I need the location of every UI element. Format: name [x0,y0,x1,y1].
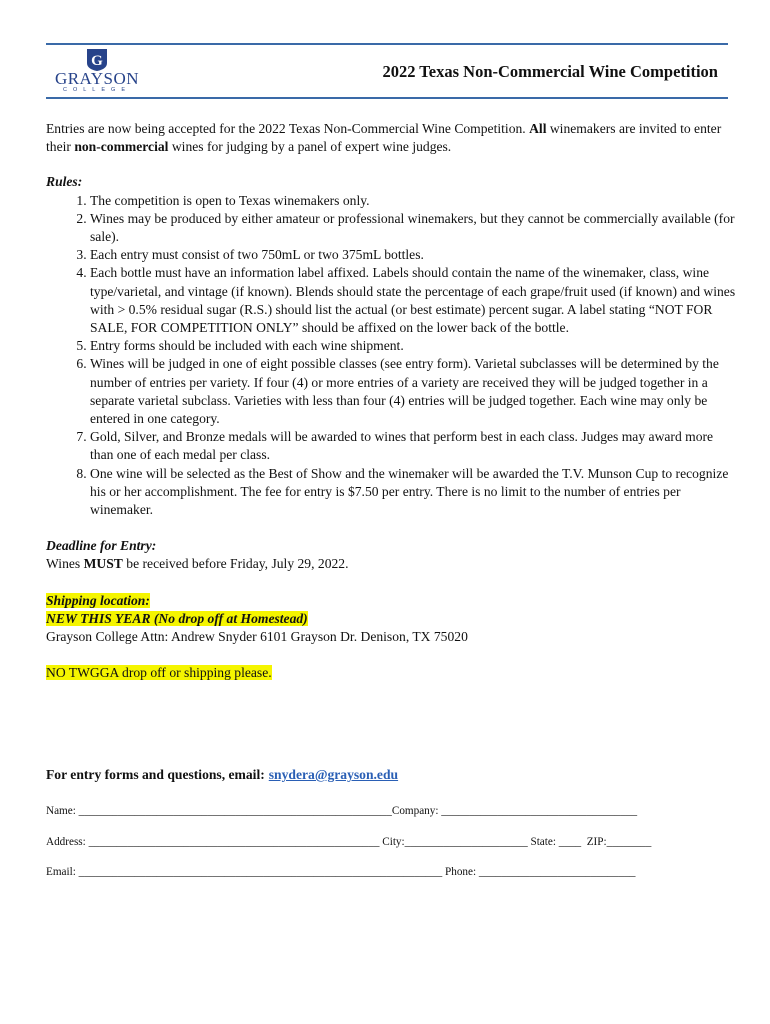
rule-item: 6. Wines will be judged in one of eight possible classes (see entry form). Varietal subclasses will be determined by the number of entries per variety. If four (4) or more entries of a variety are received they will be judged together in a separate varietal subclass. Varieties with less than four (4) entries will be judged together. Each wine may only be entered in one category. [90,355,736,428]
deadline-bold-must: MUST [83,556,123,572]
form-line-name-company: Name: ________________________________________________________Company: ___________________________________ [46,805,638,817]
deadline-text-2: be received before Friday, July 29, 2022. [122,556,349,572]
header-top-rule [46,43,728,45]
contact-email-link[interactable]: snydera@grayson.edu [268,767,399,782]
document-body [46,120,736,682]
rules-heading: Rules: [46,174,83,190]
logo-name: GRAYSON [54,69,140,88]
rule-item: 7. Gold, Silver, and Bronze medals will be awarded to wines that perform best in each class. Judges may award more than one of each medal per class. [90,428,736,464]
contact-line [46,767,398,783]
deadline-heading: Deadline for Entry: [46,538,157,554]
shipping-note-line [46,664,736,682]
form-line-address: Address: ____________________________________________________ City:______________________ State: ____ ZIP:________ [46,836,652,848]
grayson-college-logo [52,48,142,98]
contact-label: For entry forms and questions, email: [46,767,265,782]
rule-item: 4. Each bottle must have an information label affixed. Labels should contain the name of the winemaker, class, wine type/varietal, and vintage (if known). Blends should state the percentage of each grape/fruit used (if known) and wines with > 0.5% residual sugar (R.S.) should list the actual (or best estimate) percent sugar. A label stating “NOT FOR SALE, FOR COMPETITION ONLY” should be affixed on the lower back of the bottle. [90,264,736,337]
deadline-text [46,555,736,573]
rule-item: 3. Each entry must consist of two 750mL or two 375mL bottles. [90,246,736,264]
shipping-address: Grayson College Attn: Andrew Snyder 6101 Grayson Dr. Denison, TX 75020 [46,629,468,645]
page-title: 2022 Texas Non-Commercial Wine Competition [382,62,718,81]
form-line-email-phone: Email: _________________________________________________________________ Phone: ____________________________ [46,866,636,878]
intro-bold-all: All [529,121,547,136]
logo-subtitle: COLLEGE [63,87,131,93]
intro-text-1: Entries are now being accepted for the 2022 Texas Non-Commercial Wine Competition. [46,121,530,136]
rule-item: 1. The competition is open to Texas winemakers only. [90,192,736,210]
shipping-note: NO TWGGA drop off or shipping please. [46,665,272,681]
rules-list [46,192,736,520]
svg-text:G: G [91,53,103,69]
intro-text-2: winemakers are invited to enter their [46,121,722,155]
shipping-heading: Shipping location: [46,592,150,608]
intro-paragraph [46,120,736,156]
intro-bold-noncommercial: non-commercial [74,139,169,155]
shipping-new-line [46,610,736,628]
rule-item: 5. Entry forms should be included with each wine shipment. [90,337,736,355]
rule-item: 8. One wine will be selected as the Best of Show and the winemaker will be awarded the T.V. Munson Cup to recognize his or her accomplishment. The fee for entry is $7.50 per entry. There is no limit to the number of entries per winemaker. [90,465,736,520]
deadline-text-1: Wines [46,556,84,572]
intro-text-3: wines for judging by a panel of expert wine judges. [168,139,452,155]
rule-item: 2. Wines may be produced by either amateur or professional winemakers, but they cannot be commercially available (for sale). [90,210,736,246]
shipping-new-notice: NEW THIS YEAR (No drop off at Homestead) [46,610,308,626]
header-bottom-rule [46,97,728,99]
shipping-heading-line [46,592,736,610]
